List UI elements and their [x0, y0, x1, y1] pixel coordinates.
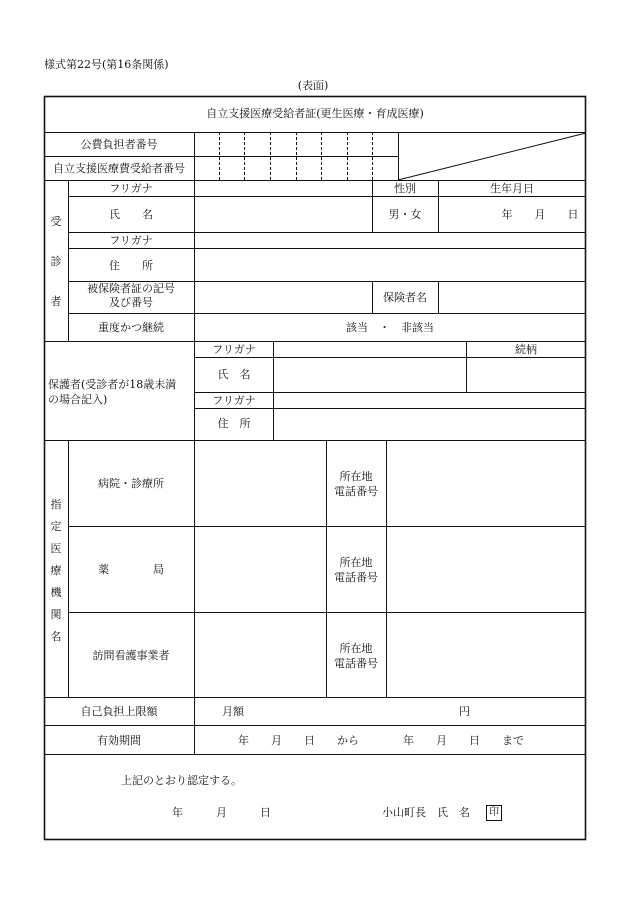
hospital-label: 病院・診療所 [98, 477, 164, 490]
form-title: 自立支援医療受給者証(更生医療・育成医療) [206, 107, 424, 120]
validity-label: 有効期間 [97, 734, 141, 747]
copay-label: 自己負担上限額 [80, 705, 158, 718]
guardian-name-label: 氏 名 [217, 368, 251, 381]
severe-value: 該当 ・ 非該当 [346, 321, 434, 334]
gender-label: 性別 [394, 182, 416, 195]
hospital-phone-label: 電話番号 [334, 485, 378, 498]
insurance-label-line2: 及び番号 [109, 296, 153, 309]
visiting-nurse-location-label: 所在地 [339, 642, 373, 655]
institution-vertical-label-1: 指 [50, 498, 62, 511]
gender-value: 男・女 [388, 208, 422, 221]
institution-vertical-label-2: 定 [50, 520, 62, 533]
patient-furigana-label: フリガナ [109, 182, 153, 195]
institution-vertical-label-6: 関 [50, 608, 62, 621]
guardian-furigana2-label: フリガナ [212, 394, 256, 407]
patient-name-label: 氏 名 [109, 208, 153, 221]
seal-box: 印 [486, 805, 502, 821]
validity-text: 年 月 日 から 年 月 日 まで [238, 734, 524, 747]
guardian-label-line1: 保護者(受診者が18歳未満 [48, 378, 177, 391]
relationship-label: 続柄 [515, 343, 537, 356]
patient-vertical-label-3: 者 [50, 295, 62, 308]
certification-statement: 上記のとおり認定する。 [121, 774, 242, 787]
form-number: 様式第22号(第16条関係) [44, 58, 169, 71]
hospital-location-label: 所在地 [339, 470, 373, 483]
pharmacy-label: 薬 局 [98, 563, 164, 576]
payer-number-label: 公費負担者番号 [80, 138, 158, 151]
birthdate-placeholder: 年 月 日 [501, 208, 579, 221]
institution-vertical-label-3: 医 [50, 542, 62, 555]
pharmacy-phone-label: 電話番号 [334, 571, 378, 584]
guardian-label-line2: の場合記入) [48, 393, 108, 406]
patient-address-label: 住 所 [109, 259, 153, 272]
insurance-label-line1: 被保険者証の記号 [87, 282, 175, 295]
patient-vertical-label-2: 診 [50, 255, 62, 268]
patient-vertical-label-1: 受 [50, 215, 62, 228]
guardian-furigana-label: フリガナ [212, 343, 256, 356]
birthdate-label: 生年月日 [490, 182, 534, 195]
institution-vertical-label-5: 機 [50, 586, 62, 599]
visiting-nurse-label: 訪問看護事業者 [92, 649, 170, 662]
guardian-address-label: 住 所 [217, 417, 251, 430]
institution-vertical-label-4: 療 [50, 564, 62, 577]
severe-label: 重度かつ継続 [98, 321, 164, 334]
patient-furigana2-label: フリガナ [109, 234, 153, 247]
certification-date: 年 月 日 [172, 806, 271, 819]
side-label: (表面) [297, 79, 329, 92]
copay-yen-label: 円 [459, 705, 470, 718]
pharmacy-location-label: 所在地 [339, 556, 373, 569]
institution-vertical-label-7: 名 [50, 630, 62, 643]
visiting-nurse-phone-label: 電話番号 [334, 657, 378, 670]
copay-monthly-label: 月額 [222, 705, 244, 718]
insurer-label: 保険者名 [383, 291, 427, 304]
recipient-number-label: 自立支援医療費受給者番号 [53, 162, 185, 175]
certification-signer: 小山町長 氏 名 [382, 806, 470, 819]
